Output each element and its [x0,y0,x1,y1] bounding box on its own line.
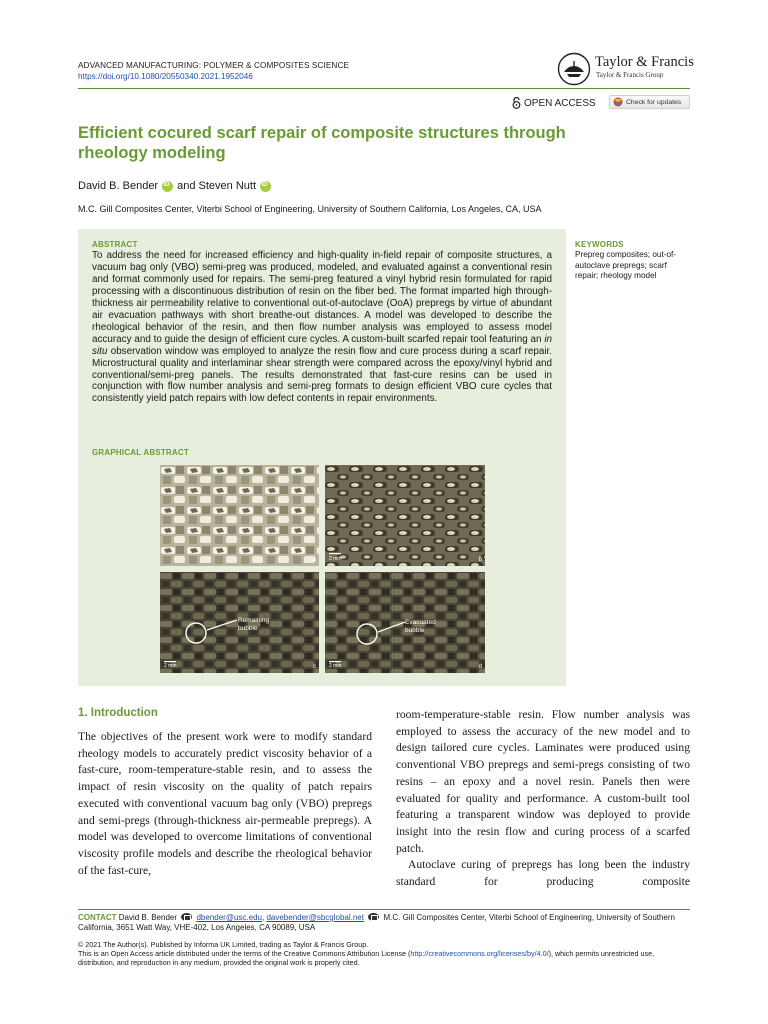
publisher-group: Taylor & Francis Group [596,71,664,79]
email-icon [181,913,192,921]
section-heading-introduction: 1. Introduction [78,707,158,719]
abstract-text [92,250,552,405]
figure-panel-a [160,465,319,566]
body-paragraph: The objectives of the present work were to modify standard rheology models to accurately predict viscosity behavior of a fast-cure, room-temperature-stable resin, and to assess the impact of resin viscosity on the quality of patch repairs executed with conventional vacuum bag only (VBO) prepregs and semi-pregs (through-thickness air-permeable prepregs). A model was developed to overcome limitations of conventional viscosity profile models and describe the rheological behavior of the fast-cure, [78,730,372,877]
open-access-badge [512,97,596,109]
body-column-right [396,707,690,891]
contact-name: David B. Bender [118,913,178,922]
journal-name: ADVANCED MANUFACTURING: POLYMER & COMPOSITES SCIENCE [78,61,350,70]
crossmark-icon [613,97,623,107]
abstract-text-italic: in situ [92,333,552,357]
copyright-line: © 2021 The Author(s). Published by Informa UK Limited, trading as Taylor & Francis Group. [78,940,369,949]
figure-panel-d [325,572,485,673]
micrograph-a [160,465,319,566]
abstract-text-part: observation window was employed to analyze the resin flow and cure process during a scarf repair. Microstructural quality and interlaminar shear strength were compared across the epoxy/vinyl hybrid and conventional/semi-preg panels. The results demonstrated that fast-cure resins can be used in conjunction with flow number analysis and semi-preg formats to design efficient VBO cure cycles that consistently yield patch repairs with low defect contents in repair environments. [92,345,552,405]
figure-panel-b [325,465,485,566]
email-link[interactable]: davebender@sbcglobal.net [266,913,364,922]
affiliation: M.C. Gill Composites Center, Viterbi School of Engineering, University of Southern California, Los Angeles, CA, USA [78,204,542,214]
body-paragraph: room-temperature-stable resin. Flow number analysis was employed to assess the accuracy of the new model and to design tailored cure cycles. Laminates were produced using conventional VBO prepregs and semi-pregs consisting of two resins – an epoxy and a novel resin. Panels then were evaluated for quality and performance. A custom-built tool featuring a transparent window was deployed to provide insight into the resin flow and curing process of a scarfed patch. [396,708,690,855]
remaining-bubble-label: Remaining bubble [238,617,270,632]
graphical-abstract-heading: GRAPHICAL ABSTRACT [92,448,189,457]
keywords-heading: KEYWORDS [575,240,624,249]
contact-label: CONTACT [78,913,117,922]
check-updates-button[interactable] [609,95,690,109]
author-name[interactable]: and Steven Nutt [177,180,256,192]
doi-link[interactable]: https://doi.org/10.1080/20550340.2021.1952046 [78,72,253,81]
open-lock-icon [512,97,521,109]
check-updates-label: Check for updates [626,98,682,106]
author-list [78,180,275,192]
author-name[interactable]: David B. Bender [78,180,159,192]
graphical-abstract-figure [160,465,485,673]
license-part: This is an Open Access article distributed under the terms of the Creative Commons Attribution License ( [78,949,411,959]
orcid-icon[interactable] [162,181,173,192]
abstract-heading: ABSTRACT [92,240,138,249]
license-part: ), which permits unrestricted use, distribution, and reproduction in any medium, provided the original work is properly cited. [78,949,655,968]
evacuated-bubble-label: Evacuated bubble [405,619,436,634]
article-title: Efficient cocured scarf repair of composite structures through rheology modeling [78,124,566,162]
contact-info [78,913,690,934]
email-link[interactable]: dbender@usc.edu [196,913,262,922]
footer-rule [78,909,690,910]
orcid-icon[interactable] [260,181,271,192]
panel-letter: c [313,664,316,670]
copyright-notice [78,940,690,968]
open-access-label: OPEN ACCESS [524,97,596,109]
scale-bar-label: 2 mm [329,663,342,669]
license-link[interactable]: http://creativecommons.org/licenses/by/4.0/ [410,949,549,959]
publisher-logo [557,52,697,86]
publisher-logo-icon [557,52,591,86]
micrograph-b [325,465,485,566]
body-paragraph: Autoclave curing of prepregs has long been the industry standard for producing composite [396,858,690,889]
figure-panel-c [160,572,319,673]
email-separator: , [261,913,265,922]
abstract-text-part: To address the need for increased efficiency and high-quality in-field repair of composite structures, a vacuum bag only (VBO) semi-preg was produced, modeled, and evaluated against a conventional resin and format commonly used for repairs. The semi-preg featured a vinyl hybrid resin formulated for rapid processing with a discontinuous distribution of resin on the fiber bed. The format imparted high through-thickness air permeability relative to conventional out-of-autoclave (OoA) prepregs by virtue of abundant air evacuation pathways with short breathe-out distances. A model was developed to describe the rheological behavior of the resin, and then flow number analysis was employed to assess model accuracy and to guide the design of efficient cure cycles. A custom-built scarfed repair tool featuring an [92,250,552,345]
panel-letter: a [312,557,316,563]
header-rule [78,88,690,89]
license-text [78,949,690,967]
contact-address: M.C. Gill Composites Center, Viterbi School of Engineering, University of Southern California, 3651 Watt Way, VHE-402, Los Angeles, CA 90089, USA [78,913,675,933]
publisher-name: Taylor & Francis [595,54,694,70]
scale-bar-label: 2 mm [329,556,342,562]
scale-bar-label: 2 mm [164,663,177,669]
address-icon [368,913,379,921]
keywords-text: Prepreg composites; out-of-autoclave prepregs; scarf repair; rheology model [575,250,677,280]
panel-letter: d [478,664,482,670]
panel-letter: b [478,557,482,563]
body-column-left [78,729,372,879]
